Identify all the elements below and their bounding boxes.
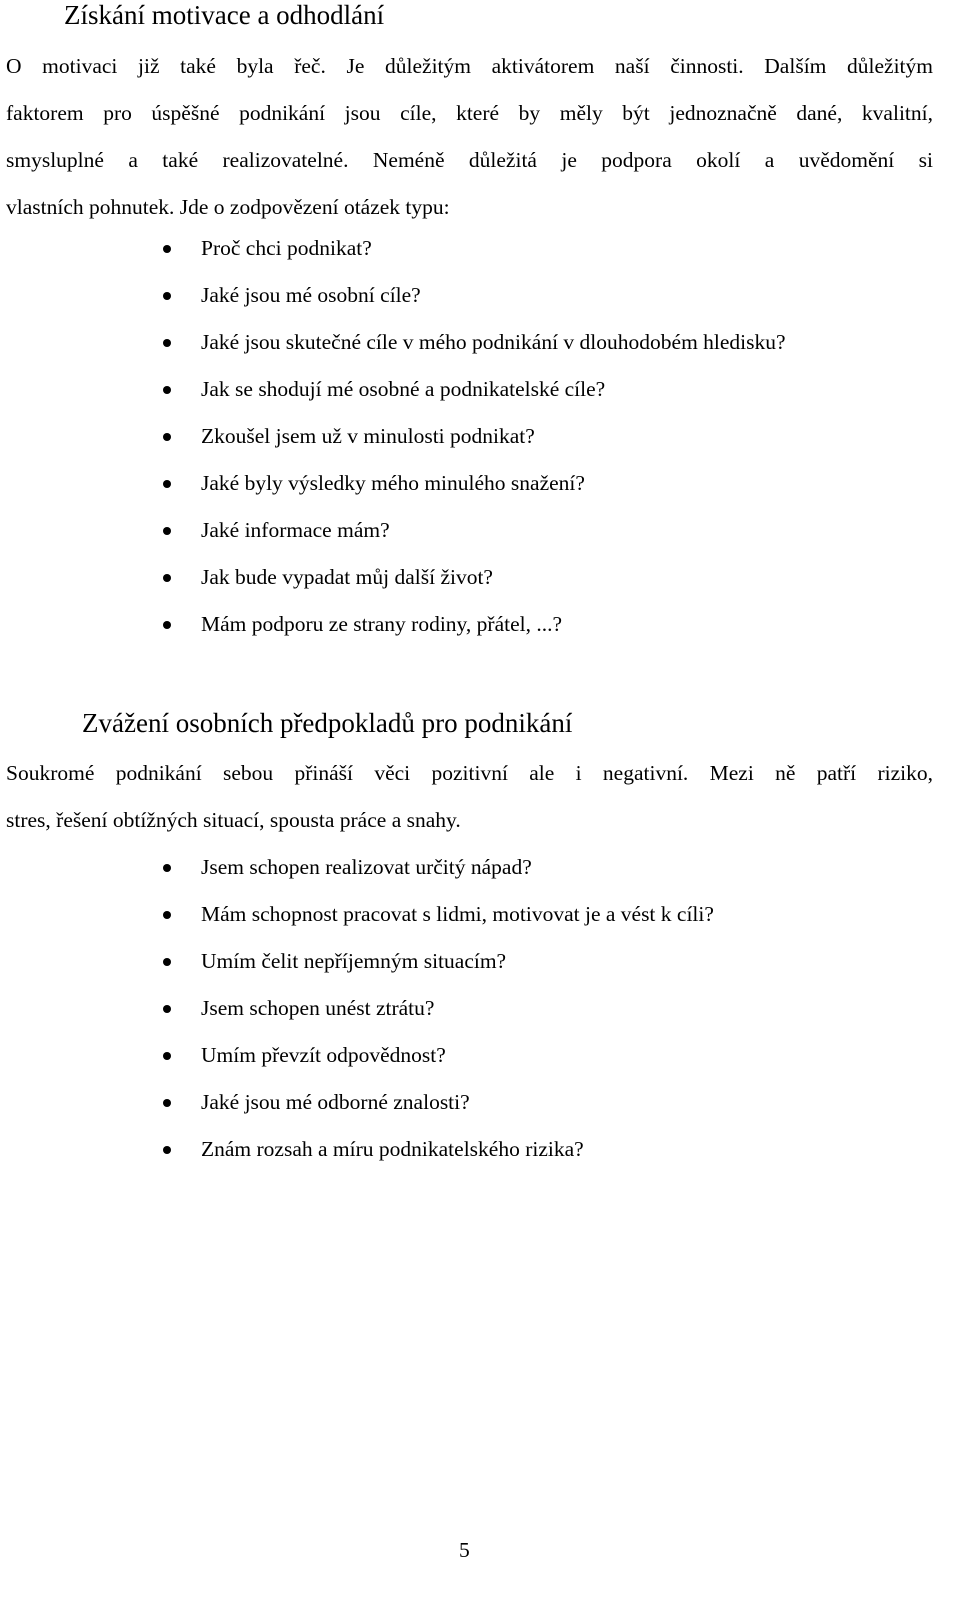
list-item-text: Jaké informace mám? [201, 518, 390, 542]
bullet-icon [163, 292, 171, 300]
list-item-text: Jsem schopen realizovat určitý nápad? [201, 855, 532, 879]
list-item [0, 507, 786, 554]
list-item-text: Jak bude vypadat můj další život? [201, 565, 493, 589]
paragraph-line: O motivaci již také byla řeč. Je důležitým aktivátorem naší činnosti. Dalším důležitým [6, 54, 933, 78]
bullet-icon [163, 433, 171, 441]
paragraph-line: Soukromé podnikání sebou přináší věci pozitivní ale i negativní. Mezi ně patří riziko, [6, 761, 933, 785]
paragraph-line: smysluplné a také realizovatelné. Neméně důležitá je podpora okolí a uvědomění si [6, 148, 933, 172]
bullet-icon [163, 1146, 171, 1154]
list-item-text: Jak se shodují mé osobné a podnikatelské cíle? [201, 377, 606, 401]
list-item [0, 460, 786, 507]
bullet-icon [163, 480, 171, 488]
list-item-text: Umím čelit nepříjemným situacím? [201, 949, 507, 973]
list-item-text: Jsem schopen unést ztrátu? [201, 996, 435, 1020]
bullet-icon [163, 574, 171, 582]
list-item-text: Jaké jsou mé odborné znalosti? [201, 1090, 470, 1114]
list-item-text: Jaké jsou mé osobní cíle? [201, 283, 421, 307]
list-item-text: Jaké jsou skutečné cíle v mého podnikání v dlouhodobém hledisku? [201, 330, 786, 354]
section-heading-personal-prerequisites: Zvážení osobních předpokladů pro podnikání [82, 708, 573, 738]
list-item [0, 1079, 714, 1126]
bullet-icon [163, 245, 171, 253]
bullet-icon [163, 958, 171, 966]
list-item [0, 319, 786, 366]
list-item [0, 554, 786, 601]
bullet-list-prerequisite-questions [0, 844, 714, 1173]
bullet-icon [163, 339, 171, 347]
bullet-icon [163, 911, 171, 919]
paragraph-personal-prerequisites [6, 750, 933, 844]
list-item-text: Zkoušel jsem už v minulosti podnikat? [201, 424, 535, 448]
list-item [0, 844, 714, 891]
list-item [0, 413, 786, 460]
list-item [0, 1032, 714, 1079]
list-item [0, 891, 714, 938]
list-item [0, 366, 786, 413]
page-number: 5 [459, 1538, 470, 1562]
list-item [0, 1126, 714, 1173]
list-item [0, 938, 714, 985]
paragraph-line: faktorem pro úspěšné podnikání jsou cíle, které by měly být jednoznačně dané, kvalitní, [6, 101, 933, 125]
bullet-icon [163, 1099, 171, 1107]
list-item-text: Mám schopnost pracovat s lidmi, motivovat je a vést k cíli? [201, 902, 714, 926]
bullet-icon [163, 1052, 171, 1060]
bullet-icon [163, 864, 171, 872]
list-item-text: Znám rozsah a míru podnikatelského rizika? [201, 1137, 584, 1161]
paragraph-line: stres, řešení obtížných situací, spousta práce a snahy. [6, 808, 461, 832]
list-item-text: Mám podporu ze strany rodiny, přátel, ...? [201, 612, 563, 636]
list-item-text: Umím převzít odpovědnost? [201, 1043, 446, 1067]
list-item [0, 272, 786, 319]
bullet-list-motivation-questions [0, 225, 786, 648]
list-item [0, 601, 786, 648]
list-item-text: Proč chci podnikat? [201, 236, 372, 260]
list-item [0, 225, 786, 272]
list-item [0, 985, 714, 1032]
bullet-icon [163, 621, 171, 629]
paragraph-motivation [6, 43, 933, 231]
bullet-icon [163, 1005, 171, 1013]
list-item-text: Jaké byly výsledky mého minulého snažení? [201, 471, 585, 495]
bullet-icon [163, 386, 171, 394]
bullet-icon [163, 527, 171, 535]
section-heading-motivation: Získání motivace a odhodlání [64, 0, 385, 30]
paragraph-line: vlastních pohnutek. Jde o zodpovězení otázek typu: [6, 195, 450, 219]
